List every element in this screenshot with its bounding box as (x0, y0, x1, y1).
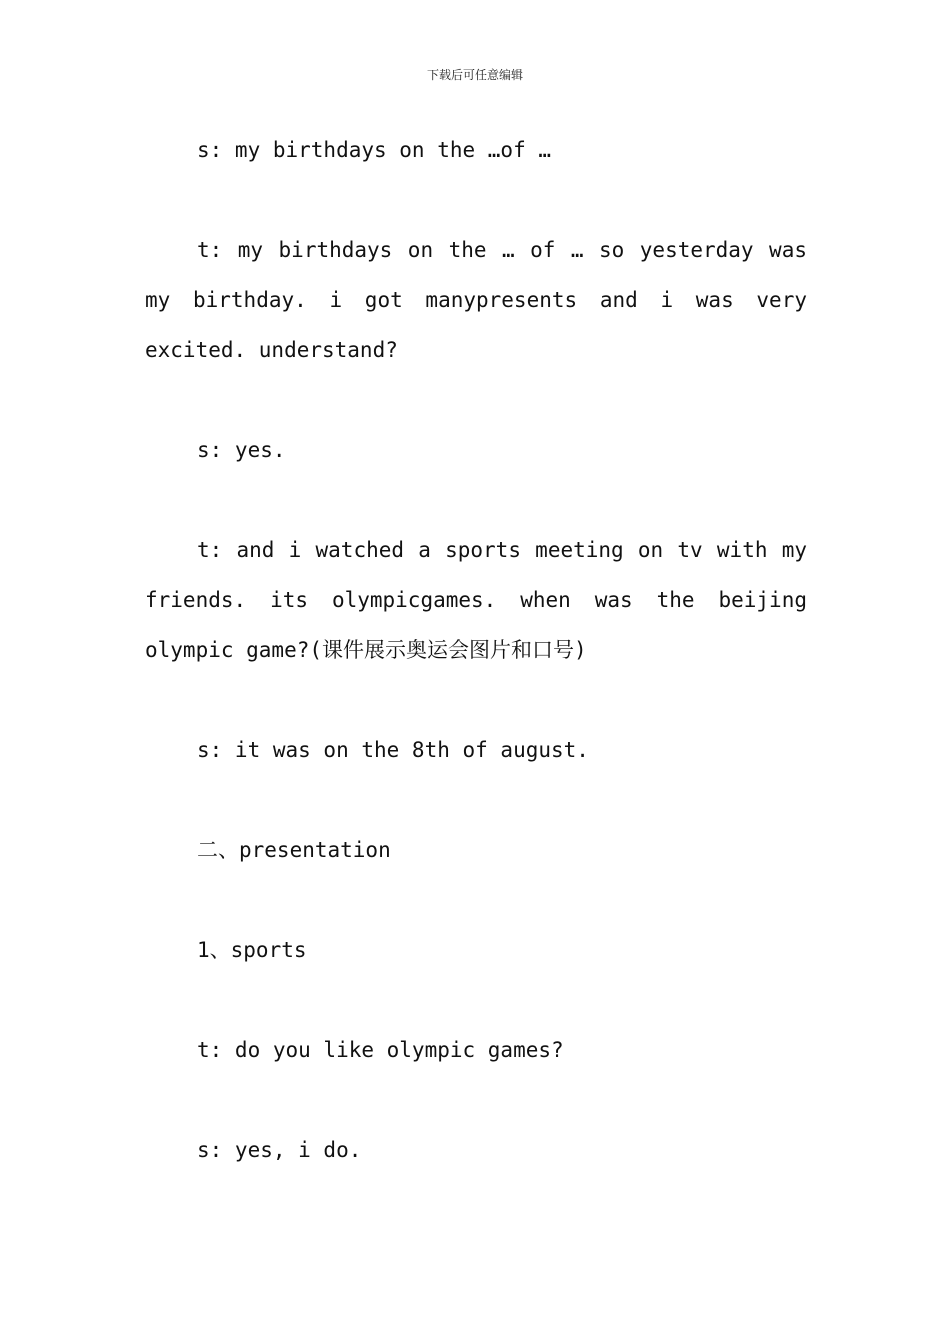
dialogue-line: s: it was on the 8th of august. (197, 738, 589, 762)
document-body (145, 125, 807, 1175)
paragraph-gap (145, 375, 807, 425)
paragraph-gap (145, 675, 807, 725)
dialogue-line: t: my birthdays on the … of … so yesterday was my birthday. i got manypresents and i was very excited. understand? (145, 238, 807, 362)
subsection-heading: 1、sports (197, 938, 307, 962)
dialogue-line: s: my birthdays on the …of … (197, 138, 552, 162)
dialogue-line: t: do you like olympic games? (197, 1038, 564, 1062)
paragraph-gap (145, 975, 807, 1025)
dialogue-line: s: yes, i do. (197, 1138, 362, 1162)
page-header (0, 66, 950, 83)
paragraph-gap (145, 475, 807, 525)
section-heading: 二、presentation (197, 838, 391, 862)
dialogue-line: t: and i watched a sports meeting on tv with my friends. its olympicgames. when was the beijing olympic game?(课件展示奥运会图片和口号) (145, 538, 807, 662)
header-note: 下载后可任意编辑 (426, 68, 523, 82)
paragraph-gap (145, 175, 807, 225)
paragraph-gap (145, 1075, 807, 1125)
paragraph-gap (145, 875, 807, 925)
dialogue-line: s: yes. (197, 438, 286, 462)
paragraph-gap (145, 775, 807, 825)
